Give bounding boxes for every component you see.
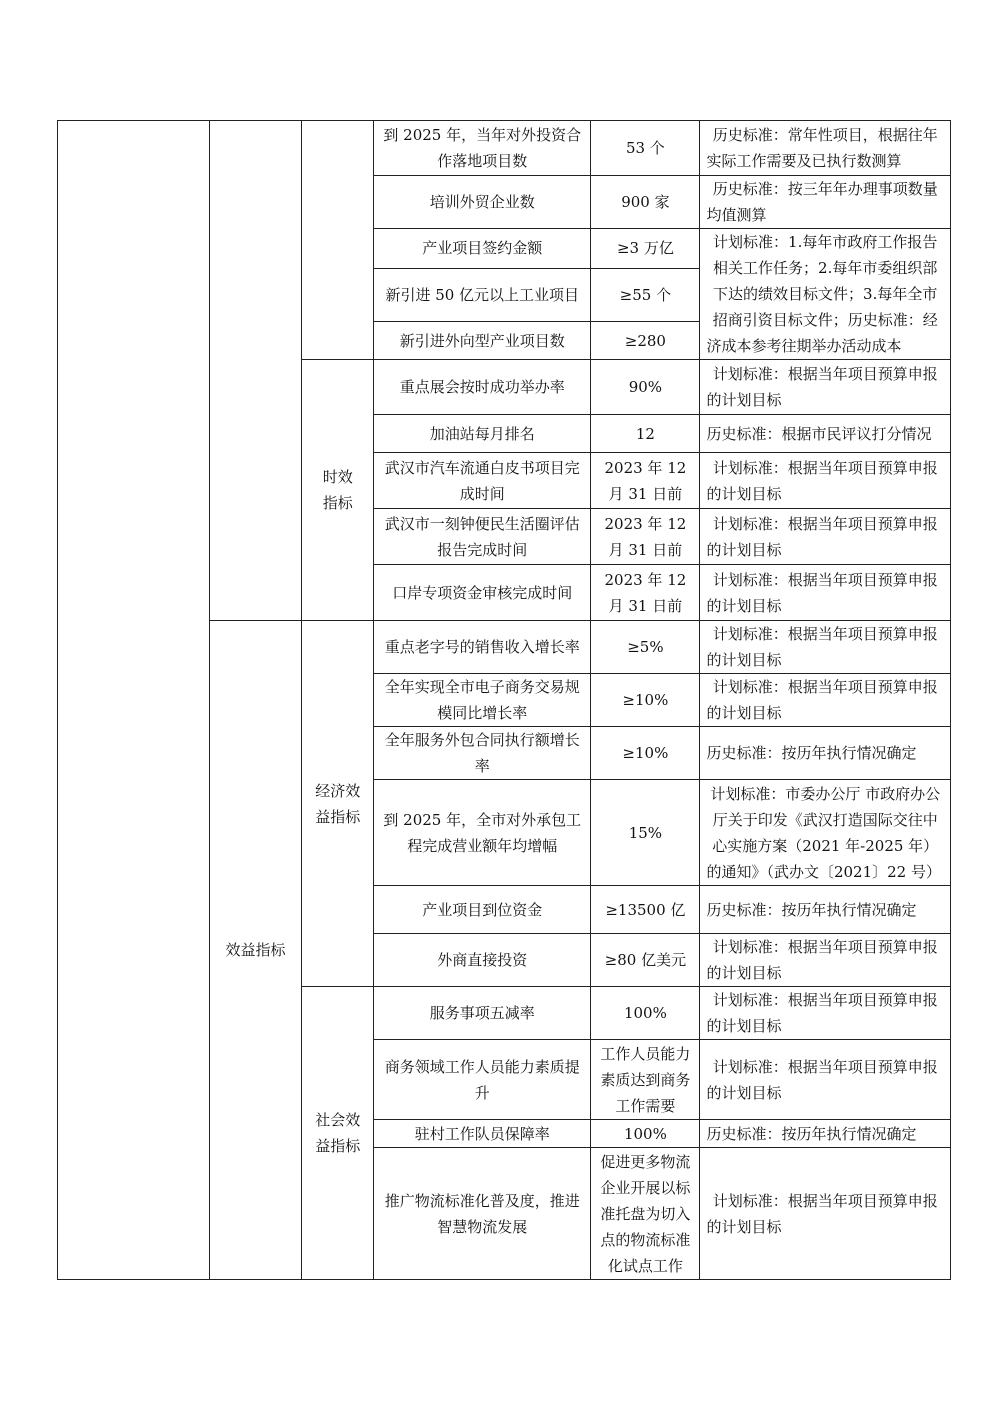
basis-cell: 历史标准：根据市民评议打分情况 bbox=[700, 415, 951, 453]
target-cell: 100% bbox=[591, 1120, 700, 1148]
indicator-cell: 重点老字号的销售收入增长率 bbox=[374, 621, 591, 674]
indicator-cell: 商务领域工作人员能力素质提升 bbox=[374, 1040, 591, 1120]
subcategory-label: 社会效益指标 bbox=[315, 1111, 361, 1155]
basis-cell: 计划标准：根据当年项目预算申报的计划目标 bbox=[700, 453, 951, 509]
indicator-cell: 驻村工作队员保障率 bbox=[374, 1120, 591, 1148]
target-cell: 12 bbox=[591, 415, 700, 453]
subcategory-cell bbox=[302, 987, 374, 1280]
basis-cell: 计划标准：1.每年市政府工作报告相关工作任务；2.每年市委组织部下达的绩效目标文件；3.每年全市招商引资目标文件；历史标准：经济成本参考往期举办活动成本 bbox=[700, 229, 951, 360]
indicator-cell: 口岸专项资金审核完成时间 bbox=[374, 565, 591, 621]
blank-category-cell bbox=[209, 121, 302, 621]
indicator-cell: 新引进外向型产业项目数 bbox=[374, 322, 591, 360]
basis-cell: 历史标准：按历年执行情况确定 bbox=[700, 886, 951, 934]
basis-cell: 历史标准：常年性项目，根据往年实际工作需要及已执行数测算 bbox=[700, 121, 951, 176]
basis-cell: 计划标准：根据当年项目预算申报的计划目标 bbox=[700, 674, 951, 727]
target-cell: 2023 年 12 月 31 日前 bbox=[591, 565, 700, 621]
target-cell: ≥5% bbox=[591, 621, 700, 674]
indicator-cell: 加油站每月排名 bbox=[374, 415, 591, 453]
target-cell: 900 家 bbox=[591, 176, 700, 229]
basis-cell: 计划标准：根据当年项目预算申报的计划目标 bbox=[700, 1148, 951, 1280]
target-cell: 100% bbox=[591, 987, 700, 1040]
indicator-cell: 产业项目到位资金 bbox=[374, 886, 591, 934]
subcategory-label: 经济效益指标 bbox=[315, 781, 361, 826]
target-cell: ≥10% bbox=[591, 674, 700, 727]
indicator-cell: 武汉市一刻钟便民生活圈评估报告完成时间 bbox=[374, 509, 591, 565]
target-cell: 90% bbox=[591, 360, 700, 415]
target-cell: ≥280 bbox=[591, 322, 700, 360]
basis-cell: 历史标准：按三年年办理事项数量均值测算 bbox=[700, 176, 951, 229]
basis-cell: 计划标准：根据当年项目预算申报的计划目标 bbox=[700, 934, 951, 987]
indicator-cell: 全年服务外包合同执行额增长率 bbox=[374, 727, 591, 780]
indicator-cell: 新引进 50 亿元以上工业项目 bbox=[374, 268, 591, 322]
basis-cell: 计划标准：根据当年项目预算申报的计划目标 bbox=[700, 1040, 951, 1120]
subcategory-label: 时效指标 bbox=[322, 468, 353, 512]
basis-cell: 计划标准：市委办公厅 市政府办公厅关于印发《武汉打造国际交往中心实施方案（2021 年-2025 年）的通知》（武办文〔2021〕22 号） bbox=[700, 780, 951, 886]
indicator-cell: 推广物流标准化普及度，推进智慧物流发展 bbox=[374, 1148, 591, 1280]
basis-cell: 计划标准：根据当年项目预算申报的计划目标 bbox=[700, 509, 951, 565]
target-cell: ≥10% bbox=[591, 727, 700, 780]
target-cell: 15% bbox=[591, 780, 700, 886]
table-row bbox=[58, 121, 951, 176]
target-cell: 2023 年 12 月 31 日前 bbox=[591, 453, 700, 509]
indicator-cell: 产业项目签约金额 bbox=[374, 229, 591, 269]
target-cell: ≥3 万亿 bbox=[591, 229, 700, 269]
indicator-cell: 到 2025 年，全市对外承包工程完成营业额年均增幅 bbox=[374, 780, 591, 886]
indicator-cell: 培训外贸企业数 bbox=[374, 176, 591, 229]
target-cell: 工作人员能力素质达到商务工作需要 bbox=[591, 1040, 700, 1120]
basis-cell: 计划标准：根据当年项目预算申报的计划目标 bbox=[700, 565, 951, 621]
blank-column-cell bbox=[58, 121, 210, 1280]
subcategory-cell bbox=[302, 360, 374, 621]
indicator-cell: 武汉市汽车流通白皮书项目完成时间 bbox=[374, 453, 591, 509]
target-cell: 2023 年 12 月 31 日前 bbox=[591, 509, 700, 565]
indicator-cell: 重点展会按时成功举办率 bbox=[374, 360, 591, 415]
subcategory-cell bbox=[302, 621, 374, 987]
performance-indicator-table bbox=[57, 120, 951, 1280]
blank-subcategory-cell bbox=[302, 121, 374, 360]
target-cell: 53 个 bbox=[591, 121, 700, 176]
target-cell: ≥55 个 bbox=[591, 268, 700, 322]
indicator-cell: 到 2025 年，当年对外投资合作落地项目数 bbox=[374, 121, 591, 176]
basis-cell: 计划标准：根据当年项目预算申报的计划目标 bbox=[700, 621, 951, 674]
indicator-cell: 全年实现全市电子商务交易规模同比增长率 bbox=[374, 674, 591, 727]
target-cell: ≥13500 亿 bbox=[591, 886, 700, 934]
basis-cell: 历史标准：按历年执行情况确定 bbox=[700, 727, 951, 780]
indicator-cell: 外商直接投资 bbox=[374, 934, 591, 987]
basis-cell: 历史标准：按历年执行情况确定 bbox=[700, 1120, 951, 1148]
indicator-cell: 服务事项五减率 bbox=[374, 987, 591, 1040]
basis-cell: 计划标准：根据当年项目预算申报的计划目标 bbox=[700, 360, 951, 415]
category-cell: 效益指标 bbox=[209, 621, 302, 1280]
target-cell: ≥80 亿美元 bbox=[591, 934, 700, 987]
target-cell: 促进更多物流企业开展以标准托盘为切入点的物流标准化试点工作 bbox=[591, 1148, 700, 1280]
basis-cell: 计划标准：根据当年项目预算申报的计划目标 bbox=[700, 987, 951, 1040]
